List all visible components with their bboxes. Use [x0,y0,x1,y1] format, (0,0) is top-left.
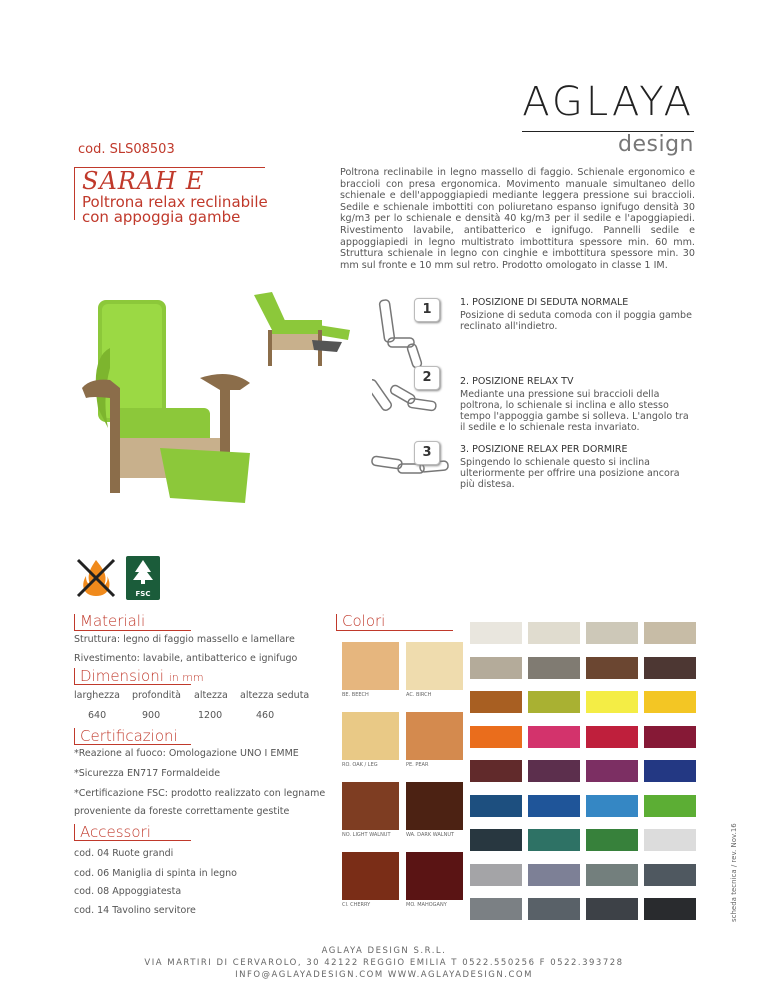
dim-header-width: larghezza [74,690,120,701]
wood-swatch-label: RO. OAK / LEG [342,762,378,768]
wood-swatch[interactable] [342,782,399,830]
dim-header-depth: profondità [132,690,181,701]
brand-name: AGLAYA [522,79,694,125]
fabric-swatch[interactable] [528,898,580,920]
fabric-swatch[interactable] [528,691,580,713]
fsc-label: FSC [135,590,151,598]
dimensions-title [80,667,204,685]
position-2 [460,376,692,433]
fsc-badge [126,556,160,600]
position-1-text: Posizione di seduta comoda con il poggia gambe reclinato all'indietro. [460,310,692,332]
fabric-swatch[interactable] [528,864,580,886]
accessory-item-2: cod. 06 Maniglia di spinta in legno [74,868,237,879]
fire-resistant-icon [74,556,118,600]
dimensions-unit: in mm [168,671,204,684]
wood-swatch[interactable] [406,852,463,900]
dimensions-title-text: Dimensioni [80,667,164,685]
materials-upholstery: Rivestimento: lavabile, antibatterico e ignifugo [74,653,298,664]
wood-swatch[interactable] [406,782,463,830]
fabric-swatch[interactable] [644,760,696,782]
colors-title: Colori [342,612,386,630]
dim-value-depth: 900 [142,710,161,721]
product-code: cod. SLS08503 [78,142,175,157]
fabric-swatch[interactable] [644,864,696,886]
accessories-title: Accessori [80,823,151,841]
position-3 [460,444,692,490]
wood-swatch-label: CI. CHERRY [342,902,371,908]
dim-value-height: 1200 [198,710,223,721]
fabric-swatch[interactable] [644,829,696,851]
fabric-swatch[interactable] [470,691,522,713]
fabric-swatch[interactable] [586,898,638,920]
fabric-swatch[interactable] [470,726,522,748]
fabric-swatch[interactable] [470,829,522,851]
fabric-swatch[interactable] [586,726,638,748]
fabric-swatch[interactable] [644,726,696,748]
fabric-swatch[interactable] [470,760,522,782]
wood-swatch[interactable] [342,642,399,690]
fabric-swatch[interactable] [644,898,696,920]
fabric-swatch[interactable] [528,829,580,851]
materials-structure: Struttura: legno di faggio massello e lamellare [74,634,295,645]
position-1 [460,297,692,332]
fabric-swatch[interactable] [470,864,522,886]
fabric-swatch[interactable] [586,622,638,644]
wood-swatch-label: NO. LIGHT WALNUT [342,832,391,838]
cert-item-3: *Certificazione FSC: prodotto realizzato con legname [74,788,326,799]
certifications-title: Certificazioni [80,727,178,745]
fabric-swatch[interactable] [644,795,696,817]
fabric-swatch[interactable] [586,864,638,886]
position-3-text: Spingendo lo schienale questo si inclina ulteriormente per offrire una posizione ancora più distesa. [460,457,680,490]
product-subtitle: Poltrona relax reclinabile con appoggia gambe [82,193,268,226]
brand-sub: design [618,132,694,157]
wood-swatch-label: BE. BEECH [342,692,369,698]
cert-item-1: *Reazione al fuoco: Omologazione UNO I EMME [74,748,299,759]
position-3-number: 3 [414,441,440,465]
product-name: SARAH E [82,167,205,195]
accessory-item-1: cod. 04 Ruote grandi [74,848,174,859]
fabric-swatch[interactable] [528,795,580,817]
position-2-title: 2. POSIZIONE RELAX TV [460,376,574,387]
fabric-swatch[interactable] [470,622,522,644]
fabric-swatch[interactable] [528,760,580,782]
brand-logo [522,79,694,157]
fsc-tree-icon [126,556,160,586]
fabric-swatch[interactable] [470,657,522,679]
chair-photo-reclined [252,290,352,370]
materials-title: Materiali [80,612,146,630]
fabric-swatch[interactable] [586,657,638,679]
footer-contact: INFO@AGLAYADESIGN.COM WWW.AGLAYADESIGN.COM [235,970,533,980]
dim-header-height: altezza [194,690,228,701]
position-3-title: 3. POSIZIONE RELAX PER DORMIRE [460,444,628,455]
wood-swatch-label: PE. PEAR [406,762,429,768]
accessory-item-4: cod. 14 Tavolino servitore [74,905,196,916]
footer-address: VIA MARTIRI DI CERVAROLO, 30 42122 REGGIO EMILIA T 0522.550256 F 0522.393728 [144,958,624,968]
fabric-swatch[interactable] [528,726,580,748]
wood-swatch[interactable] [342,712,399,760]
fabric-swatch[interactable] [470,795,522,817]
fabric-swatch[interactable] [644,657,696,679]
dim-value-width: 640 [88,710,107,721]
wood-swatch-label: AC. BIRCH [406,692,432,698]
wood-swatch[interactable] [406,642,463,690]
fabric-swatch[interactable] [586,795,638,817]
fabric-swatch[interactable] [528,657,580,679]
position-1-number: 1 [414,298,440,322]
dim-value-seat-height: 460 [256,710,275,721]
position-1-title: 1. POSIZIONE DI SEDUTA NORMALE [460,297,629,308]
position-2-number: 2 [414,366,440,390]
fabric-swatch[interactable] [470,898,522,920]
fabric-swatch[interactable] [528,622,580,644]
fabric-swatch[interactable] [644,622,696,644]
chair-photo-main [80,298,270,508]
logo-rule [522,131,694,132]
fabric-swatch[interactable] [644,691,696,713]
cert-item-2: *Sicurezza EN717 Formaldeide [74,768,221,779]
accessory-item-3: cod. 08 Appoggiatesta [74,886,182,897]
wood-swatch[interactable] [342,852,399,900]
fabric-swatch[interactable] [586,829,638,851]
fabric-swatch[interactable] [586,691,638,713]
position-2-text: Mediante una pressione sui braccioli della poltrona, lo schienale si inclina e allo stesso tempo l'appoggia gambe si solleva. L'angolo tra il sedile e lo schienale resta invariato. [460,389,689,433]
footer-company: AGLAYA DESIGN S.R.L. [321,946,447,956]
revision-note: scheda tecnica / rev. Nov.16 [730,823,738,922]
wood-swatch-label: WA. DARK WALNUT [406,832,455,838]
dim-header-seat-height: altezza seduta [240,690,310,701]
fabric-swatch[interactable] [586,760,638,782]
wood-swatch[interactable] [406,712,463,760]
wood-swatch-label: MO. MAHOGANY [406,902,447,908]
cert-item-4: proveniente da foreste correttamente gestite [74,806,290,817]
product-description: Poltrona reclinabile in legno massello di faggio. Schienale ergonomico e braccioli con presa ergonomica. Movimento manuale simultaneo dello schienale e dell'appoggiapiedi mediante leggera pressione sui braccioli. Sedile e schienale imbottiti con poliuretano espanso ignifugo densità 30 kg/m3 per lo schienale e densità 40 kg/m3 per il sedile e l'apoggiapiedi. Rivestimento lavabile, antibatterico e ignifugo. Pannelli sedile e appoggiapiedi in legno multistrato imbottitura spessore min. 60 mm. Struttura schienale in legno con cinghie e imbottitura spessore min. 30 mm sul fronte e 10 mm sul retro. Prodotto omologato in classe 1 IM. [340,167,695,271]
